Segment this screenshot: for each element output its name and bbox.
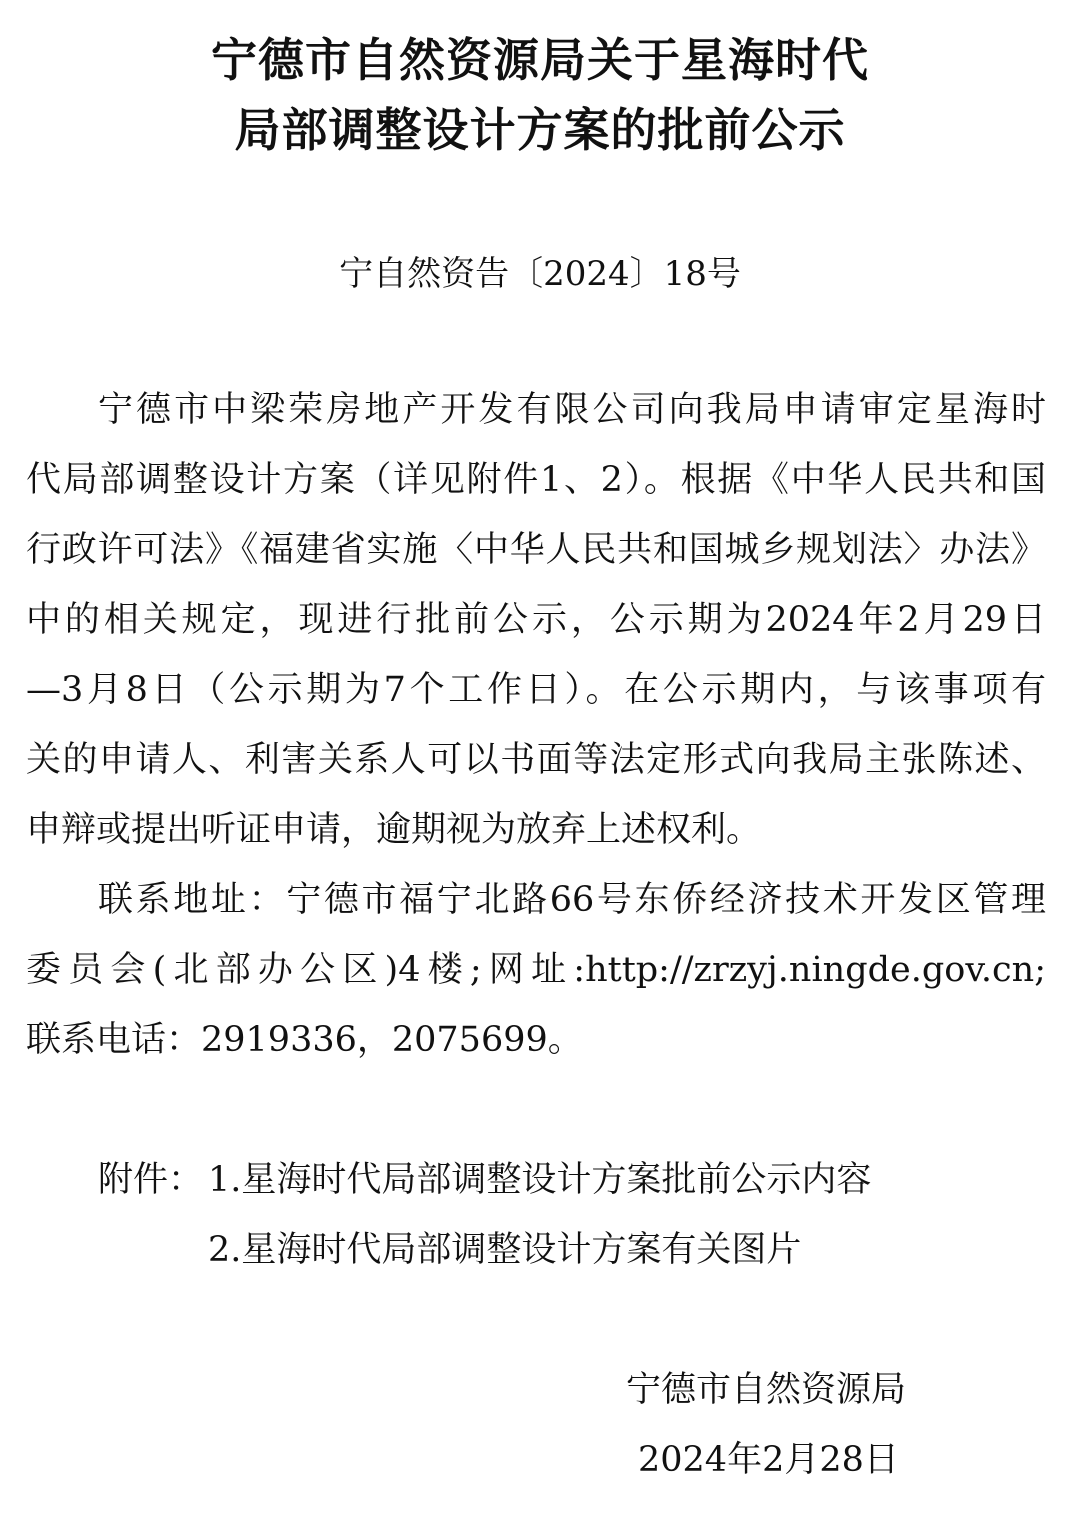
body-line: —3月8日（公示期为7个工作日）。在公示期内，与该事项有 bbox=[26, 670, 1046, 710]
document-number: 宁自然资告〔2024〕18号 bbox=[339, 254, 741, 294]
body-line: 申辩或提出听证申请，逾期视为放弃上述权利。 bbox=[26, 810, 762, 850]
body-line: 关的申请人、利害关系人可以书面等法定形式向我局主张陈述、 bbox=[26, 740, 1046, 780]
body-line: 行政许可法》《福建省实施〈中华人民共和国城乡规划法〉办法》 bbox=[26, 530, 1046, 570]
body-line: 中的相关规定，现进行批前公示，公示期为2024年2月29日 bbox=[26, 600, 1046, 640]
title-line-1: 宁德市自然资源局关于星海时代 bbox=[211, 33, 869, 87]
contact-address: 联系地址：宁德市福宁北路66号东侨经济技术开发区管理 bbox=[98, 880, 1046, 920]
body-line: 宁德市中梁荣房地产开发有限公司向我局申请审定星海时 bbox=[98, 390, 1046, 430]
title-line-2: 局部调整设计方案的批前公示 bbox=[234, 103, 846, 157]
attachments-label: 附件： bbox=[98, 1160, 204, 1200]
contact-website: 委员会(北部办公区)4楼;网址:http://zrzyj.ningde.gov.cn; bbox=[26, 950, 1046, 990]
issuing-organization: 宁德市自然资源局 bbox=[626, 1370, 907, 1410]
contact-phone: 联系电话：2919336，2075699。 bbox=[26, 1020, 583, 1060]
attachment-item: 1.星海时代局部调整设计方案批前公示内容 bbox=[208, 1160, 872, 1200]
attachment-item: 2.星海时代局部调整设计方案有关图片 bbox=[208, 1230, 802, 1270]
body-line: 代局部调整设计方案（详见附件1、2）。根据《中华人民共和国 bbox=[26, 460, 1046, 500]
issue-date: 2024年2月28日 bbox=[638, 1440, 899, 1480]
